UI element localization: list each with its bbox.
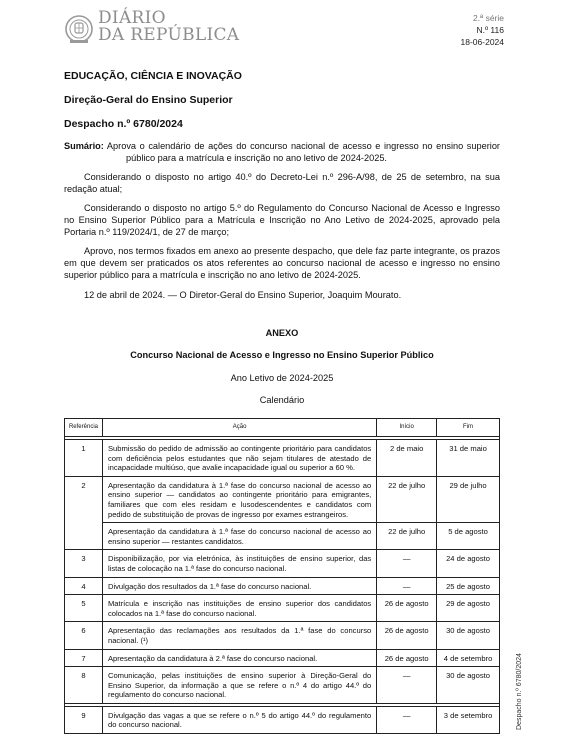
header-inicio: Início [377,419,437,437]
masthead [64,10,504,50]
journal-title [98,10,239,44]
issue-date: 18-06-2024 [460,37,504,47]
cell-fim: 29 de agosto [437,595,500,622]
table-row [65,706,500,733]
cell-ref: 9 [65,706,103,733]
annex-calendar: Calendário [259,395,305,405]
cell-fim: 5 de agosto [437,523,500,550]
paragraph-1: Considerando o disposto no artigo 40.º do Decreto-Lei n.º 296-A/98, de 25 de setembro, na sua redação atual; [64,172,500,195]
cell-inicio: 22 de julho [377,476,437,522]
cell-inicio: 26 de agosto [377,622,437,649]
paragraph-2: Considerando o disposto no artigo 5.º do Regulamento do Concurso Nacional de Acesso e Ingresso no Ensino Superior Público para a Matrícula e Inscrição no Ano Letivo de 2024-2025, aprovado pela Portaria n.º 119/2024/1, de 27 de março; [64,203,500,238]
calendar-table [64,418,500,734]
cell-ref: 8 [65,667,103,704]
cell-ref: 2 [65,476,103,550]
cell-inicio: — [377,667,437,704]
table-row [65,667,500,704]
cell-fim: 29 de julho [437,476,500,522]
cell-fim: 24 de agosto [437,550,500,577]
header-referencia: Referência [65,419,103,437]
annex-year: Ano Letivo de 2024-2025 [230,373,334,383]
cell-fim: 30 de agosto [437,667,500,704]
cell-inicio: 22 de julho [377,523,437,550]
cell-acao: Apresentação da candidatura à 2.ª fase do concurso nacional. [102,649,376,667]
cell-fim: 30 de agosto [437,622,500,649]
cell-acao: Submissão do pedido de admissão ao contingente prioritário para candidatos com deficiência pelos estudantes que não sejam titulares de atestado de incapacidade multiúso, que avalie incapacidade igual ou superior a 60 %. [102,440,376,477]
table-row [65,476,500,522]
table-row [65,523,500,550]
cell-ref: 5 [65,595,103,622]
cell-inicio: 26 de agosto [377,649,437,667]
issue-number: N.º 116 [476,25,504,35]
cell-ref: 1 [65,440,103,477]
table-row [65,550,500,577]
coat-of-arms-icon [64,12,94,46]
header-fim: Fim [437,419,500,437]
cell-inicio: — [377,706,437,733]
table-row [65,649,500,667]
side-label: Despacho n.º 6780/2024 [516,653,523,730]
cell-acao: Comunicação, pelas instituições de ensino superior à Direção-Geral do Ensino Superior, da informação a que se refere o n.º 4 do artigo 44.º do regulamento do concurso nacional. [102,667,376,704]
despacho-heading: Despacho n.º 6780/2024 [64,118,183,130]
table-row [65,577,500,595]
journal-title-line2: DA REPÚBLICA [98,25,240,45]
serie-label: 2.ª série [472,13,504,23]
cell-inicio: — [377,577,437,595]
cell-acao: Apresentação da candidatura à 1.ª fase do concurso nacional de acesso ao ensino superior — candidatos ao contingente prioritário para emigrantes, familiares que com eles residam e lusodescendentes e candidatos com pedido de substituição de provas de ingresso por exames estrangeiros. [102,476,376,522]
cell-ref: 7 [65,649,103,667]
annex-title: ANEXO [265,328,299,338]
ministry-heading: EDUCAÇÃO, CIÊNCIA E INOVAÇÃO [64,70,242,82]
cell-acao: Apresentação da candidatura à 1.ª fase do concurso nacional de acesso ao ensino superior — restantes candidatos. [102,523,376,550]
header-acao: Ação [102,419,376,437]
cell-ref: 3 [65,550,103,577]
cell-acao: Apresentação das reclamações aos resultados da 1.ª fase do concurso nacional. (¹) [102,622,376,649]
annex-subtitle: Concurso Nacional de Acesso e Ingresso no Ensino Superior Público [130,350,434,360]
sumario-label: Sumário: [64,141,104,151]
table-row [65,595,500,622]
cell-ref: 6 [65,622,103,649]
cell-acao: Matrícula e inscrição nas instituições de ensino superior dos candidatos colocados na 1.ª fase do concurso nacional. [102,595,376,622]
journal-title-line1: DIÁRIO [98,8,166,28]
body-heading: Direção-Geral do Ensino Superior [64,94,233,106]
sumario [64,140,500,164]
cell-fim: 3 de setembro [437,706,500,733]
cell-fim: 25 de agosto [437,577,500,595]
cell-acao: Divulgação das vagas a que se refere o n.º 5 do artigo 44.º do regulamento do concurso nacional. [102,706,376,733]
cell-inicio: 2 de maio [377,440,437,477]
cell-fim: 4 de setembro [437,649,500,667]
cell-inicio: 26 de agosto [377,595,437,622]
issue-info [461,12,504,48]
cell-inicio: — [377,550,437,577]
paragraph-3: Aprovo, nos termos fixados em anexo ao presente despacho, que dele faz parte integrante, os prazos em que devem ser praticados os atos referentes ao concurso nacional de acesso e ingresso no ensino superior público para a matrícula e inscrição no ano letivo de 2024-2025. [64,246,500,281]
cell-acao: Disponibilização, por via eletrónica, às instituições de ensino superior, das listas de colocação na 1.ª fase do concurso nacional. [102,550,376,577]
side-label-wrap [516,653,570,737]
signature: 12 de abril de 2024. — O Diretor-Geral do Ensino Superior, Joaquim Mourato. [84,290,402,300]
cell-fim: 31 de maio [437,440,500,477]
cell-acao: Divulgação dos resultados da 1.ª fase do concurso nacional. [102,577,376,595]
table-header-row [65,419,500,437]
sumario-text: Aprova o calendário de ações do concurso nacional de acesso e ingresso no ensino superior público para a matrícula e inscrição no ano letivo de 2024-2025. [103,141,500,164]
table-row [65,440,500,477]
table-row [65,622,500,649]
cell-ref: 4 [65,577,103,595]
